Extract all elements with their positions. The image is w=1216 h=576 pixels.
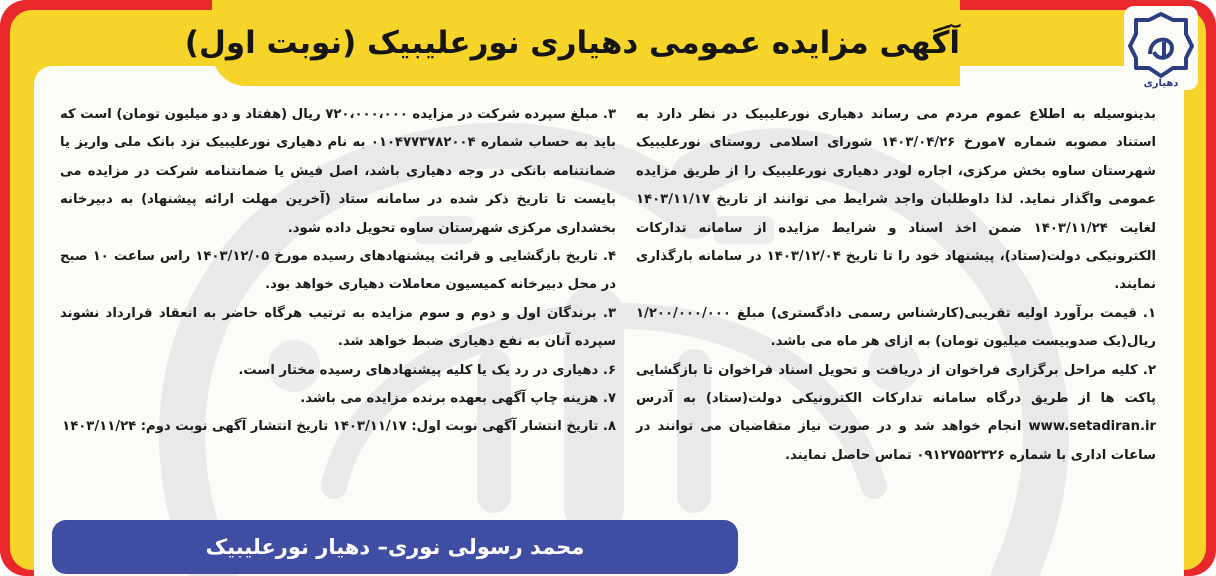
clause-8: ۸. تاریخ انتشار آگهی نوبت اول: ۱۴۰۳/۱۱/۱۷ تاریخ انتشار آگهی نوبت دوم: ۱۴۰۳/۱۱/۲۴ <box>62 419 616 435</box>
logo-caption: دهیاری <box>1143 78 1179 89</box>
notice-title: آگهی مزایده عمومی دهیاری نورعلیبیک (نوبت اول) <box>184 25 960 61</box>
clause-3-deposit: ۳. مبلغ سپرده شرکت در مزایده ۷۲۰،۰۰۰،۰۰۰ ریال (هفتاد و دو میلیون تومان) است که باید به حساب شماره ۰۱۰۴۷۷۳۷۸۲۰۰۴ به نام دهیاری نورعلیبیک نزد بانک ملی واریز یا ضمانتنامه بانکی در وجه دهیاری باشد، اصل فیش یا ضمانتنامه شرکت در مزایده می بایست تا تاریخ ذکر شده در سامانه ستاد (آخرین مهلت ارائه پیشنهاد) به دبیرخانه بخشداری مرکزی شهرستان ساوه تحویل داده شود. <box>60 107 616 236</box>
logo-box <box>1124 6 1198 90</box>
signature: محمد رسولی نوری– دهیار نورعلیبیک <box>205 535 585 559</box>
clause-6: ۶. دهیاری در رد یک یا کلیه پیشنهادهای رسیده مختار است. <box>238 362 616 378</box>
left-column <box>60 101 616 442</box>
clause-3-winners: ۳. برندگان اول و دوم و سوم مزایده به ترتیب هرگاه حاضر به انعقاد قرارداد نشوند سپرده آنان به نفع دهیاری ضبط خواهد شد. <box>60 305 616 350</box>
clause-2: ۲. کلیه مراحل برگزاری فراخوان از دریافت و تحویل اسناد فراخوان تا بازگشایی پاکت ها از طریق درگاه سامانه تدارکات الکترونیکی دولت(ستاد) به آدرس www.setadiran.ir انجام خواهد شد و در صورت نیاز متقاضیان می توانند در ساعات اداری با شماره ۰۹۱۲۷۵۵۲۳۲۶ تماس حاصل نمایند. <box>636 362 1156 463</box>
clause-7: ۷. هزینه چاپ آگهی بعهده برنده مزایده می باشد. <box>300 391 616 407</box>
clause-4: ۴. تاریخ بازگشایی و قرائت پیشنهادهای رسیده مورخ ۱۴۰۳/۱۲/۰۵ راس ساعت ۱۰ صبح در محل دبیرخانه کمیسیون معاملات دهیاری خواهد بود. <box>60 249 616 293</box>
intro-paragraph: بدینوسیله به اطلاع عموم مردم می رساند دهیاری نورعلیبیک در نظر دارد به استناد مصوبه شماره ۷مورخ ۱۴۰۳/۰۴/۲۶ شورای اسلامی روستای نورعلیبیک شهرستان ساوه بخش مرکزی، اجاره لودر دهیاری نورعلیبیک را از طریق مزایده عمومی واگذار نماید. لذا داوطلبان واجد شرایط می توانند از تاریخ ۱۴۰۳/۱۱/۱۷ لغایت ۱۴۰۳/۱۱/۲۴ ضمن اخذ اسناد و شرایط مزایده از سامانه تدارکات الکترونیکی دولت(ستاد)، پیشنهاد خود را تا تاریخ ۱۴۰۳/۱۲/۰۴ در سامانه بارگذاری نمایند. <box>636 107 1157 293</box>
clause-1: ۱. قیمت برآورد اولیه تقریبی(کارشناس رسمی دادگستری) مبلغ ۱/۲۰۰/۰۰۰/۰۰۰ ریال(یک صدوبیست میلیون تومان) به ازای هر ماه می باشد. <box>636 305 1156 350</box>
dehyari-emblem-icon <box>1124 6 1198 90</box>
right-column <box>636 101 1156 470</box>
